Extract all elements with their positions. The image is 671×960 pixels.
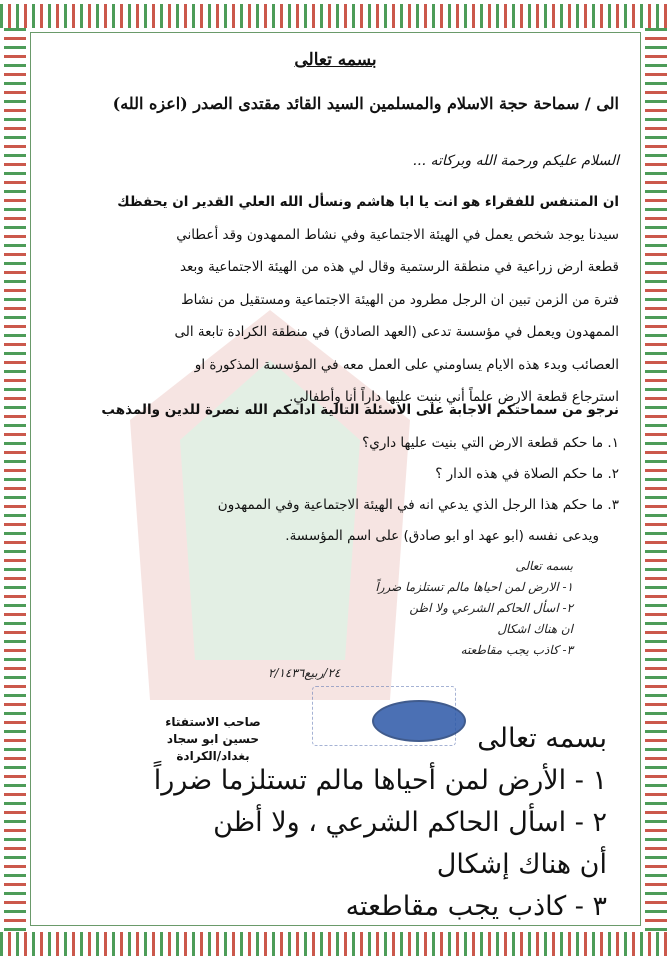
handwritten-answer-small (313, 556, 573, 661)
handwritten-date: ٢٤/ربيع٢/١٤٣٦ (268, 666, 341, 680)
handwritten-line: بسمه تعالى (477, 723, 607, 754)
question-item: ٣. ما حكم هذا الرجل الذي يدعي انه في الهيئة الاجتماعية وفي الممهدون (217, 497, 619, 513)
handwritten-line: ٢ - اسأل الحاكم الشرعي ، ولا أظن (213, 807, 607, 838)
signature-place: بغداد/الكرادة (176, 749, 250, 763)
handwritten-answer-large (153, 718, 607, 928)
body-line: قطعة ارض زراعية في منطقة الرستمية وقال لي هذه من الهيئة الاجتماعية وبعد (179, 259, 619, 275)
signature-title: صاحب الاستفتاء (165, 715, 261, 729)
handwritten-line: ١- الارض لمن احياها مالم تستلزما ضرراً (375, 580, 573, 594)
handwritten-line: ٣- كاذب يجب مقاطعته (460, 643, 573, 657)
questions-list (39, 428, 619, 552)
handwritten-line: بسمه تعالى (515, 559, 573, 573)
question-item: ويدعى نفسه (ابو عهد او ابو صادق) على اسم المؤسسة. (285, 528, 599, 544)
greeting-line: السلام عليكم ورحمة الله وبركاته ... (412, 153, 619, 169)
question-item: ٢. ما حكم الصلاة في هذه الدار ؟ (435, 466, 619, 482)
request-line: نرجو من سماحتكم الاجابة على الاسئلة التالية ادامكم الله نصرة للدين والمذهب (101, 402, 619, 418)
body-line: فترة من الزمن تبين ان الرجل مطرود من الهيئة الاجتماعية ومستقيل من نشاط (181, 291, 619, 308)
handwritten-line: أن هناك إشكال (436, 849, 607, 880)
letter-body (39, 186, 619, 414)
basmala-heading: بسمه تعالى (294, 50, 377, 70)
handwritten-line: ان هناك اشكال (497, 622, 573, 636)
handwritten-line: ٢- اسأل الحاكم الشرعي ولا اظن (409, 601, 573, 615)
decorative-border-left (4, 28, 26, 932)
body-line: سيدنا يوجد شخص يعمل في الهيئة الاجتماعية وفي نشاط الممهدون وقد أعطاني (176, 226, 619, 243)
question-item: ١. ما حكم قطعة الارض التي بنيت عليها داري؟ (362, 435, 619, 451)
body-line: الممهدون ويعمل في مؤسسة تدعى (العهد الصادق) في منطقة الكرادة تابعة الى (174, 324, 619, 340)
decorative-border-bottom (0, 932, 671, 956)
addressee-line: الى / سماحة حجة الاسلام والمسلمين السيد القائد مقتدى الصدر (اعزه الله) (112, 94, 619, 113)
body-line: استرجاع قطعة الارض علماً أني بنيت عليها داراً أنا وأطفالي. (289, 389, 619, 405)
handwritten-line: ١ - الأرض لمن أحياها مالم تستلزما ضرراً (153, 765, 607, 796)
decorative-border-right (645, 28, 667, 932)
decorative-border-top (0, 4, 671, 28)
handwritten-line: ٣ - كاذب يجب مقاطعته (345, 891, 607, 922)
body-line: ان المتنفس للفقراء هو انت يا ابا هاشم ونسأل الله العلي القدير ان يحفظك (117, 194, 619, 210)
body-line: العصائب وبدء هذه الايام يساومني على العمل معه في المؤسسة المذكورة او (194, 356, 619, 373)
signature-name: حسين ابو سجاد (166, 732, 260, 746)
